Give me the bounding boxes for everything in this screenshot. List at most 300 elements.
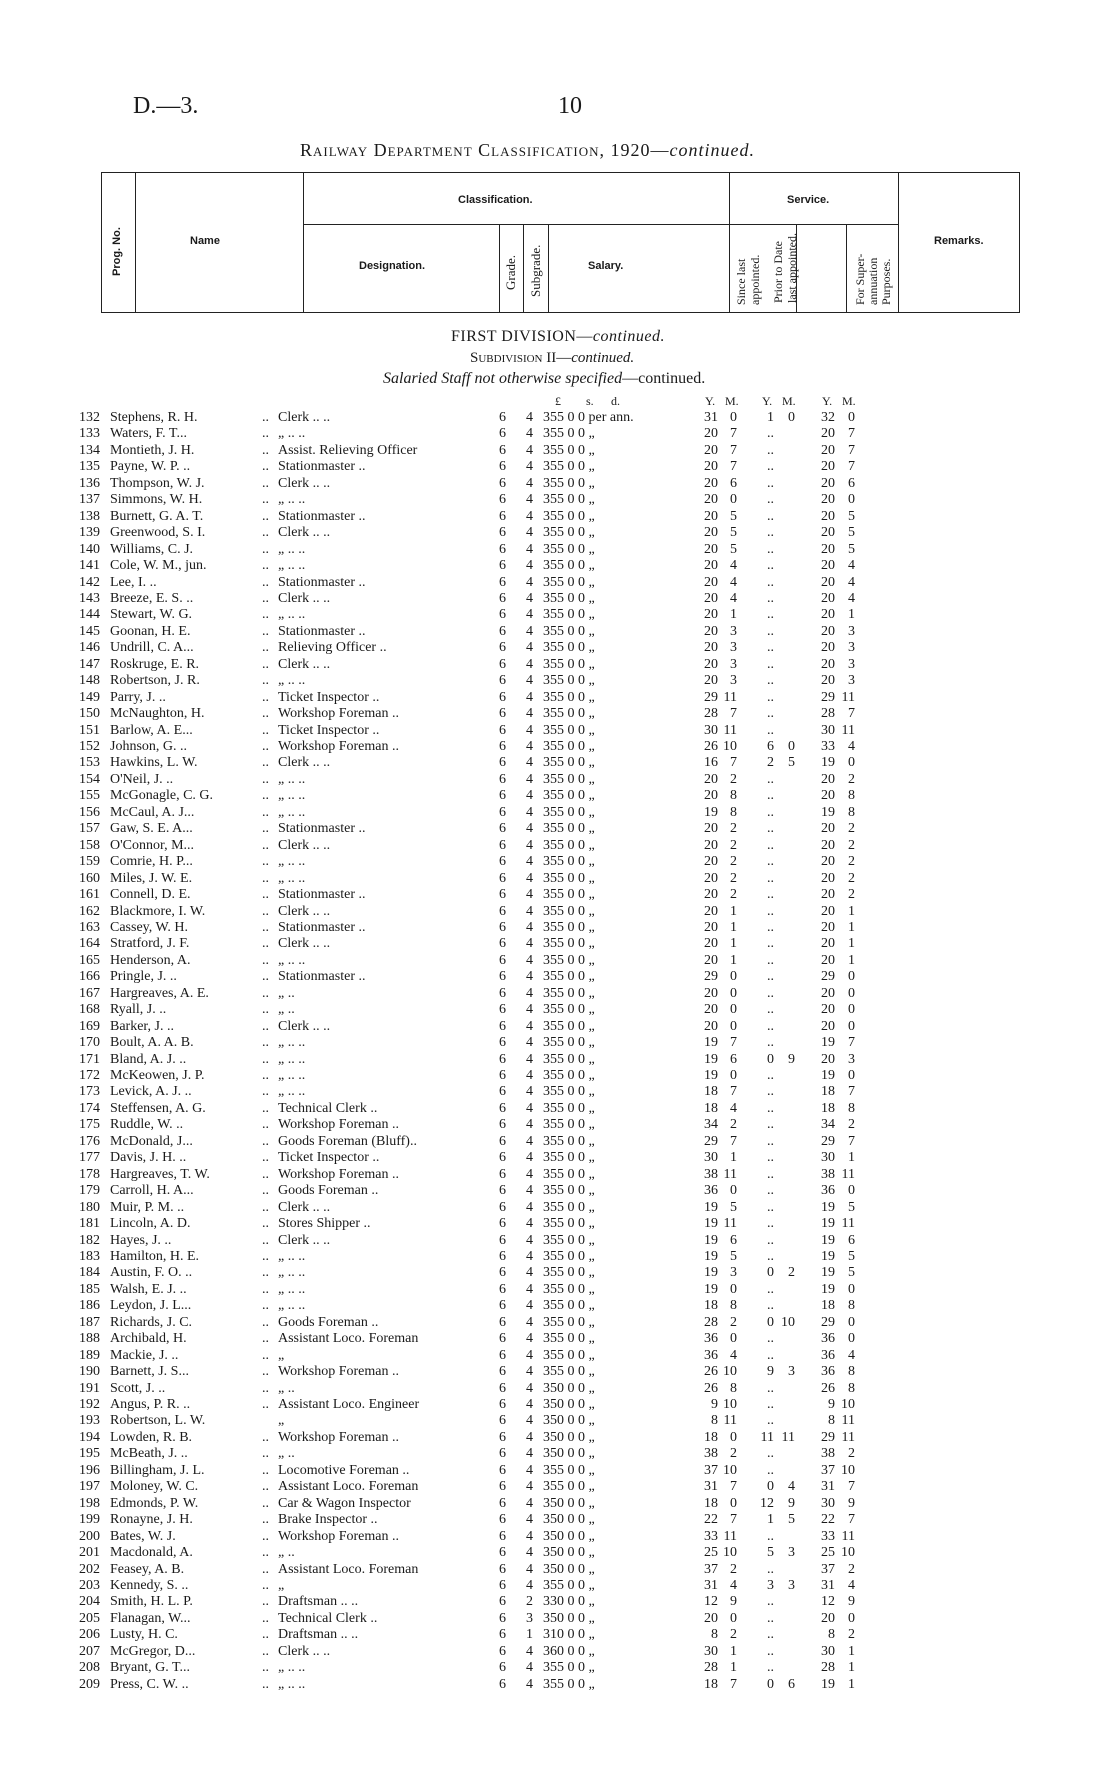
subgrade-cell: 4: [526, 558, 533, 574]
since-years-cell: 20: [704, 574, 718, 590]
designation-cell: „ .. ..: [278, 1084, 306, 1100]
super-months-cell: 7: [848, 1133, 855, 1149]
grade-cell: 6: [499, 706, 506, 722]
super-years-cell: 20: [821, 442, 835, 458]
super-years-cell: 20: [821, 459, 835, 475]
super-months-cell: 7: [848, 1035, 855, 1051]
salary-cell: 330 0 0 „: [543, 1594, 595, 1610]
name-cell: O'Connor, M...: [110, 837, 195, 853]
since-months-cell: 4: [730, 1100, 737, 1116]
designation-cell: Clerk .. ..: [278, 755, 331, 771]
prog-no-cell: 155: [79, 788, 100, 804]
subgrade-cell: 4: [526, 1117, 533, 1133]
prog-no-cell: 180: [79, 1199, 100, 1215]
super-months-cell: 0: [848, 1002, 855, 1018]
super-months-cell: 0: [848, 1610, 855, 1626]
grade-cell: 6: [499, 739, 506, 754]
super-years-cell: 19: [821, 1676, 835, 1692]
super-months-cell: 0: [848, 1068, 855, 1083]
table-row: [0, 986, 1114, 1002]
super-years-cell: 20: [821, 426, 835, 442]
designation-cell: Clerk .. ..: [278, 1232, 331, 1248]
since-years-cell: 20: [704, 541, 718, 557]
designation-cell: Stationmaster ..: [278, 887, 366, 903]
grade-cell: 6: [499, 623, 506, 639]
designation-cell: Workshop Foreman ..: [278, 739, 399, 754]
table-row: [0, 607, 1114, 623]
prior-years-cell: ..: [767, 689, 774, 705]
title-continued: continued.: [669, 140, 755, 160]
prior-years-cell: ..: [767, 821, 774, 837]
since-months-cell: 2: [730, 1446, 737, 1462]
salary-cell: 355 0 0 „: [543, 1002, 595, 1018]
since-months-cell: 2: [730, 1117, 737, 1133]
prior-years-cell: ..: [767, 722, 774, 738]
name-cell: Montieth, J. H.: [110, 442, 195, 458]
prog-no-cell: 171: [79, 1051, 100, 1067]
subgrade-cell: 4: [526, 607, 533, 623]
since-months-cell: 10: [723, 1397, 737, 1412]
subgrade-cell: 4: [526, 623, 533, 639]
salary-cell: 355 0 0 „: [543, 574, 595, 590]
prog-no-cell: 133: [79, 426, 100, 442]
super-months-cell: 5: [848, 1265, 855, 1281]
leader-dots: ..: [262, 656, 269, 672]
prior-months-cell: 9: [788, 1495, 795, 1511]
prog-no-cell: 190: [79, 1364, 100, 1380]
super-months-cell: 8: [848, 1380, 855, 1396]
designation-cell: Clerk .. ..: [278, 903, 331, 919]
subgrade-cell: 4: [526, 442, 533, 458]
since-months-cell: 0: [730, 969, 737, 985]
prior-years-cell: ..: [767, 887, 774, 903]
super-years-cell: 36: [821, 1183, 835, 1199]
prog-no-cell: 154: [79, 771, 100, 787]
leader-dots: ..: [262, 1133, 269, 1149]
prior-years-cell: ..: [767, 1133, 774, 1149]
super-years-cell: 20: [821, 837, 835, 853]
prior-years-cell: ..: [767, 1660, 774, 1676]
super-months-cell: 0: [848, 969, 855, 985]
prog-no-cell: 152: [79, 739, 100, 754]
leader-dots: ..: [262, 1314, 269, 1330]
super-years-cell: 8: [828, 1413, 835, 1429]
name-cell: Hargreaves, T. W.: [110, 1166, 210, 1182]
leader-dots: ..: [262, 1002, 269, 1018]
super-months-cell: 1: [848, 919, 855, 935]
table-row: [0, 1150, 1114, 1166]
prog-no-cell: 165: [79, 952, 100, 968]
prior-years-cell: ..: [767, 837, 774, 853]
subgrade-cell: 4: [526, 1512, 533, 1528]
prog-no-cell: 166: [79, 969, 100, 985]
super-years-cell: 30: [821, 722, 835, 738]
since-years-cell: 33: [704, 1528, 718, 1544]
grade-cell: 6: [499, 755, 506, 771]
since-years-cell: 9: [711, 1397, 718, 1412]
super-years-cell: 20: [821, 821, 835, 837]
since-months-cell: 7: [730, 706, 737, 722]
leader-dots: ..: [262, 854, 269, 870]
prog-no-cell: 169: [79, 1018, 100, 1034]
prior-years-cell: ..: [767, 1380, 774, 1396]
super-years-cell: 33: [821, 1528, 835, 1544]
subgrade-cell: 4: [526, 1446, 533, 1462]
table-row: [0, 1167, 1114, 1183]
super-months-cell: 7: [848, 426, 855, 442]
name-cell: McGregor, D...: [110, 1643, 196, 1659]
since-years-cell: 19: [704, 1265, 718, 1281]
designation-cell: „: [278, 1577, 285, 1593]
prior-years-cell: ..: [767, 525, 774, 541]
leader-dots: ..: [262, 1364, 269, 1380]
grade-cell: 6: [499, 1100, 506, 1116]
salary-cell: 355 0 0 „: [543, 623, 595, 639]
since-months-cell: 11: [723, 1413, 737, 1429]
super-years-cell: 19: [821, 1068, 835, 1083]
super-months-cell: 2: [848, 870, 855, 886]
grade-cell: 6: [499, 870, 506, 886]
grade-cell: 6: [499, 1479, 506, 1495]
since-months-cell: 7: [730, 1133, 737, 1149]
grade-cell: 6: [499, 1429, 506, 1445]
name-cell: Robertson, L. W.: [110, 1413, 206, 1429]
since-months-cell: 4: [730, 590, 737, 606]
grade-cell: 6: [499, 525, 506, 541]
since-years-cell: 20: [704, 1018, 718, 1034]
table-row: [0, 690, 1114, 706]
grade-cell: 6: [499, 574, 506, 590]
since-years-cell: 18: [704, 1676, 718, 1692]
prior-years-cell: ..: [767, 1281, 774, 1297]
since-months-cell: 7: [730, 1512, 737, 1528]
since-years-cell: 20: [704, 1610, 718, 1626]
header-prog-no: Prog. No.: [111, 227, 123, 276]
name-cell: McBeath, J. ..: [110, 1446, 188, 1462]
since-months-cell: 6: [730, 475, 737, 491]
staff-text: Salaried Staff not otherwise specified: [383, 370, 623, 387]
table-row: [0, 788, 1114, 804]
salary-cell: 350 0 0 „: [543, 1610, 595, 1626]
since-years-cell: 20: [704, 673, 718, 689]
designation-cell: Clerk .. ..: [278, 410, 331, 425]
header-prior-to: Prior to Date last appointed.: [771, 233, 799, 303]
designation-cell: Ticket Inspector ..: [278, 1150, 380, 1166]
subgrade-cell: 4: [526, 1331, 533, 1347]
super-years-cell: 30: [821, 1643, 835, 1659]
unit-years-super: Y.: [822, 394, 833, 408]
super-years-cell: 20: [821, 1610, 835, 1626]
name-cell: Stephens, R. H.: [110, 410, 198, 425]
leader-dots: ..: [262, 475, 269, 491]
leader-dots: ..: [262, 1676, 269, 1692]
leader-dots: ..: [262, 1528, 269, 1544]
subgrade-cell: 4: [526, 656, 533, 672]
prior-years-cell: ..: [767, 1100, 774, 1116]
name-cell: Barnett, J. S...: [110, 1364, 189, 1380]
table-row: [0, 821, 1114, 837]
prior-years-cell: 2: [767, 755, 774, 771]
since-months-cell: 7: [730, 1084, 737, 1100]
leader-dots: ..: [262, 1166, 269, 1182]
super-months-cell: 5: [848, 525, 855, 541]
since-months-cell: 2: [730, 887, 737, 903]
table-row: [0, 1101, 1114, 1117]
division-continued: continued.: [592, 328, 665, 345]
since-months-cell: 1: [730, 1643, 737, 1659]
since-years-cell: 26: [704, 739, 718, 754]
designation-cell: Goods Foreman ..: [278, 1183, 379, 1199]
prior-years-cell: 0: [767, 1051, 774, 1067]
since-years-cell: 20: [704, 590, 718, 606]
subgrade-cell: 4: [526, 821, 533, 837]
table-row: [0, 772, 1114, 788]
grade-cell: 6: [499, 590, 506, 606]
grade-cell: 6: [499, 903, 506, 919]
name-cell: Macdonald, A.: [110, 1545, 193, 1561]
leader-dots: ..: [262, 771, 269, 787]
prog-no-cell: 191: [79, 1380, 100, 1396]
page-number: 10: [558, 93, 582, 119]
since-months-cell: 0: [730, 1068, 737, 1083]
leader-dots: ..: [262, 525, 269, 541]
since-years-cell: 37: [704, 1462, 718, 1478]
super-months-cell: 11: [841, 1216, 855, 1232]
since-years-cell: 36: [704, 1347, 718, 1363]
prior-years-cell: 0: [767, 1676, 774, 1692]
since-months-cell: 7: [730, 755, 737, 771]
grade-cell: 6: [499, 1594, 506, 1610]
name-cell: Henderson, A.: [110, 952, 191, 968]
leader-dots: ..: [262, 1610, 269, 1626]
super-months-cell: 4: [848, 739, 855, 754]
super-months-cell: 5: [848, 508, 855, 524]
super-years-cell: 30: [821, 1495, 835, 1511]
super-years-cell: 20: [821, 771, 835, 787]
name-cell: Moloney, W. C.: [110, 1479, 199, 1495]
designation-cell: Clerk .. ..: [278, 656, 331, 672]
table-row: [0, 1331, 1114, 1347]
grade-cell: 6: [499, 1347, 506, 1363]
header-name: Name: [190, 235, 220, 247]
designation-cell: „ ..: [278, 1380, 295, 1396]
leader-dots: ..: [262, 442, 269, 458]
leader-dots: ..: [262, 607, 269, 623]
prior-years-cell: 12: [760, 1495, 774, 1511]
unit-months-super: M.: [842, 394, 856, 408]
leader-dots: ..: [262, 1035, 269, 1051]
grade-cell: 6: [499, 1051, 506, 1067]
prog-no-cell: 167: [79, 985, 100, 1001]
salary-cell: 355 0 0 „: [543, 739, 595, 754]
designation-cell: „ .. ..: [278, 426, 306, 442]
super-years-cell: 19: [821, 1248, 835, 1264]
leader-dots: ..: [262, 1462, 269, 1478]
prior-years-cell: ..: [767, 854, 774, 870]
grade-cell: 6: [499, 1397, 506, 1412]
since-years-cell: 8: [711, 1627, 718, 1643]
subgrade-cell: 4: [526, 1166, 533, 1182]
salary-cell: 355 0 0 „: [543, 706, 595, 722]
header-superannuation: For Super- annuation Purposes.: [853, 253, 893, 305]
name-cell: Carroll, H. A...: [110, 1183, 194, 1199]
prog-no-cell: 199: [79, 1512, 100, 1528]
prior-years-cell: ..: [767, 1397, 774, 1412]
subgrade-cell: 4: [526, 492, 533, 508]
subgrade-cell: 4: [526, 903, 533, 919]
salary-cell: 355 0 0 „: [543, 1068, 595, 1083]
since-years-cell: 29: [704, 689, 718, 705]
super-months-cell: 2: [848, 887, 855, 903]
prior-years-cell: ..: [767, 623, 774, 639]
salary-cell: 355 0 0 „: [543, 755, 595, 771]
designation-cell: Workshop Foreman ..: [278, 1528, 399, 1544]
subgrade-cell: 4: [526, 1084, 533, 1100]
since-months-cell: 2: [730, 771, 737, 787]
super-months-cell: 2: [848, 1446, 855, 1462]
table-row: [0, 1413, 1114, 1429]
since-months-cell: 7: [730, 459, 737, 475]
subgrade-cell: 4: [526, 1347, 533, 1363]
designation-cell: „ .. ..: [278, 1281, 306, 1297]
name-cell: Thompson, W. J.: [110, 475, 205, 491]
grade-cell: 6: [499, 508, 506, 524]
super-years-cell: 20: [821, 590, 835, 606]
table-row: [0, 575, 1114, 591]
prior-years-cell: ..: [767, 558, 774, 574]
salary-cell: 355 0 0 „: [543, 1265, 595, 1281]
salary-cell: 355 0 0 „: [543, 1232, 595, 1248]
table-row: [0, 1479, 1114, 1495]
table-row: [0, 1594, 1114, 1610]
grade-cell: 6: [499, 788, 506, 804]
prog-no-cell: 140: [79, 541, 100, 557]
super-years-cell: 20: [821, 640, 835, 656]
name-cell: McCaul, A. J...: [110, 804, 195, 820]
salary-cell: 355 0 0 „: [543, 870, 595, 886]
salary-cell: 355 0 0 „: [543, 1298, 595, 1314]
grade-cell: 6: [499, 1248, 506, 1264]
prog-no-cell: 132: [79, 410, 100, 425]
designation-cell: „ .. ..: [278, 788, 306, 804]
super-years-cell: 29: [821, 1133, 835, 1149]
prior-months-cell: 3: [788, 1364, 795, 1380]
leader-dots: ..: [262, 1643, 269, 1659]
name-cell: Roskruge, E. R.: [110, 656, 200, 672]
super-years-cell: 19: [821, 1265, 835, 1281]
designation-cell: „ .. ..: [278, 1265, 306, 1281]
since-years-cell: 12: [704, 1594, 718, 1610]
salary-cell: 360 0 0 „: [543, 1643, 595, 1659]
since-months-cell: 0: [730, 1610, 737, 1626]
super-years-cell: 20: [821, 673, 835, 689]
prior-years-cell: ..: [767, 1216, 774, 1232]
salary-cell: 355 0 0 „: [543, 1281, 595, 1297]
subgrade-cell: 4: [526, 1643, 533, 1659]
salary-cell: 355 0 0 „: [543, 656, 595, 672]
grade-cell: 6: [499, 656, 506, 672]
table-row: [0, 904, 1114, 920]
subgrade-cell: 4: [526, 1265, 533, 1281]
subgrade-cell: 4: [526, 887, 533, 903]
subgrade-cell: 4: [526, 1380, 533, 1396]
salary-cell: 355 0 0 „: [543, 969, 595, 985]
salary-cell: 355 0 0 „: [543, 1035, 595, 1051]
prog-no-cell: 188: [79, 1331, 100, 1347]
salary-cell: 355 0 0 „: [543, 1364, 595, 1380]
designation-cell: „ .. ..: [278, 804, 306, 820]
leader-dots: ..: [262, 1068, 269, 1083]
since-years-cell: 38: [704, 1166, 718, 1182]
subgrade-cell: 4: [526, 574, 533, 590]
grade-cell: 6: [499, 985, 506, 1001]
since-years-cell: 20: [704, 936, 718, 952]
name-cell: Hawkins, L. W.: [110, 755, 198, 771]
super-months-cell: 8: [848, 1298, 855, 1314]
name-cell: Burnett, G. A. T.: [110, 508, 204, 524]
grade-cell: 6: [499, 771, 506, 787]
since-years-cell: 20: [704, 854, 718, 870]
salary-cell: 355 0 0 „: [543, 1248, 595, 1264]
grade-cell: 6: [499, 952, 506, 968]
title-main: Railway Department Classification, 1920—: [300, 140, 670, 160]
super-months-cell: 0: [848, 1183, 855, 1199]
prog-no-cell: 196: [79, 1462, 100, 1478]
leader-dots: ..: [262, 706, 269, 722]
designation-cell: „ .. ..: [278, 1068, 306, 1083]
leader-dots: ..: [262, 1594, 269, 1610]
salary-cell: 355 0 0 „: [543, 804, 595, 820]
super-months-cell: 6: [848, 475, 855, 491]
since-years-cell: 36: [704, 1331, 718, 1347]
designation-cell: „ .. ..: [278, 1660, 306, 1676]
division-heading: [451, 328, 665, 346]
unit-months-prior: M.: [782, 394, 796, 408]
prog-no-cell: 138: [79, 508, 100, 524]
prior-years-cell: ..: [767, 1462, 774, 1478]
since-years-cell: 19: [704, 1068, 718, 1083]
designation-cell: „ .. ..: [278, 1298, 306, 1314]
subgrade-cell: 4: [526, 1199, 533, 1215]
prog-no-cell: 208: [79, 1660, 100, 1676]
salary-cell: 355 0 0 „: [543, 1577, 595, 1593]
name-cell: Williams, C. J.: [110, 541, 194, 557]
leader-dots: ..: [262, 1100, 269, 1116]
page-title: [300, 140, 755, 161]
name-cell: Comrie, H. P...: [110, 854, 193, 870]
since-months-cell: 0: [730, 1018, 737, 1034]
subgrade-cell: 4: [526, 706, 533, 722]
grade-cell: 6: [499, 1577, 506, 1593]
designation-cell: Clerk .. ..: [278, 837, 331, 853]
grade-cell: 6: [499, 1512, 506, 1528]
designation-cell: „ ..: [278, 1446, 295, 1462]
since-years-cell: 34: [704, 1117, 718, 1133]
name-cell: McNaughton, H.: [110, 706, 205, 722]
since-years-cell: 20: [704, 492, 718, 508]
super-years-cell: 28: [821, 706, 835, 722]
since-years-cell: 19: [704, 1232, 718, 1248]
grade-cell: 6: [499, 1660, 506, 1676]
grade-cell: 6: [499, 410, 506, 425]
since-years-cell: 25: [704, 1545, 718, 1561]
super-months-cell: 8: [848, 788, 855, 804]
since-years-cell: 36: [704, 1183, 718, 1199]
leader-dots: ..: [262, 1397, 269, 1412]
since-years-cell: 20: [704, 558, 718, 574]
name-cell: Austin, F. O. ..: [110, 1265, 193, 1281]
since-years-cell: 20: [704, 459, 718, 475]
